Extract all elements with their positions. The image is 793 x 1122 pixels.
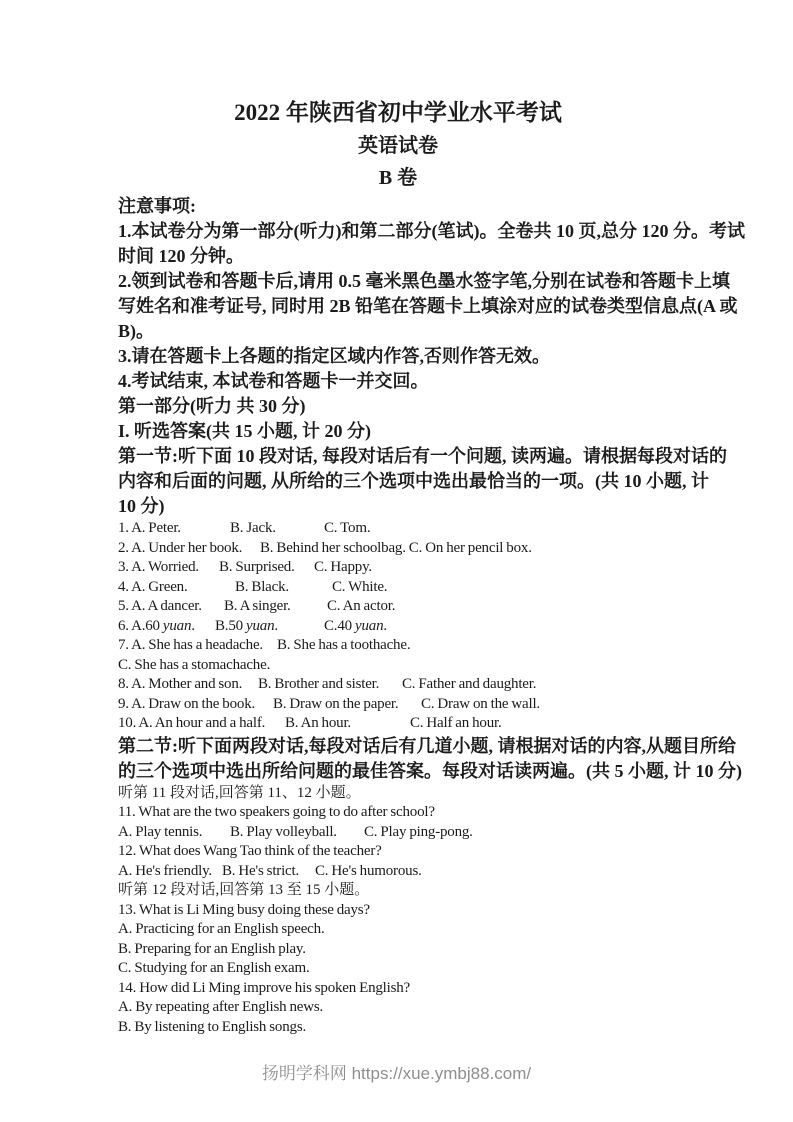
q3-options-part: B. Surprised. bbox=[219, 559, 295, 575]
part1-heading: 第一部分(听力 共 30 分) bbox=[118, 396, 306, 416]
q9-options-part: 9. A. Draw on the book. bbox=[118, 695, 256, 712]
q9-options bbox=[118, 695, 678, 715]
q1-options-part: C. Tom. bbox=[324, 520, 371, 536]
q1-options-part: B. Jack. bbox=[230, 520, 276, 536]
dialog12-prompt: 听第 12 段对话,回答第 13 至 15 小题。 bbox=[118, 882, 370, 898]
q13-text: 13. What is Li Ming busy doing these days? bbox=[118, 901, 370, 918]
section2-intro-line-1: 第二节:听下面两段对话,每段对话后有几道小题, 请根据对话的内容,从题目所给 bbox=[118, 735, 736, 756]
q11-options-part: B. Play volleyball. bbox=[230, 823, 337, 840]
section1-intro-line-2: 内容和后面的问题, 从所给的三个选项中选出最恰当的一项。(共 10 小题, 计 bbox=[118, 471, 709, 491]
q2-options bbox=[118, 539, 678, 559]
q13-option-b: B. Preparing for an English play. bbox=[118, 940, 306, 957]
notice-item-1-line-2: 时间 120 分钟。 bbox=[118, 246, 244, 266]
exam-title: 2022 年陕西省初中学业水平考试 bbox=[234, 100, 562, 125]
q13-option-c: C. Studying for an English exam. bbox=[118, 960, 310, 976]
q4-options-part: 4. A. Green. bbox=[118, 578, 188, 595]
q6-options-part: C.40 yuan. bbox=[324, 617, 387, 634]
q7-options-ab-part: B. She has a toothache. bbox=[277, 637, 411, 653]
q5-options bbox=[118, 597, 678, 617]
notice-item-4: 4.考试结束, 本试卷和答题卡一并交回。 bbox=[118, 371, 429, 391]
paper-version: B 卷 bbox=[378, 167, 418, 189]
q5-options-part: B. A singer. bbox=[224, 598, 291, 614]
section-i-heading: I. 听选答案(共 15 小题, 计 20 分) bbox=[118, 421, 371, 441]
q11-text: 11. What are the two speakers going to do after school? bbox=[118, 804, 435, 820]
dialog11-prompt: 听第 11 段对话,回答第 11、12 小题。 bbox=[118, 784, 361, 801]
q7-options-ab bbox=[118, 636, 678, 656]
notice-item-3: 3.请在答题卡上各题的指定区域内作答,否则作答无效。 bbox=[118, 346, 550, 366]
q10-options bbox=[118, 714, 678, 734]
q5-options-part: C. An actor. bbox=[327, 598, 396, 614]
q14-option-a: A. By repeating after English news. bbox=[118, 999, 324, 1015]
document-body bbox=[118, 194, 745, 1037]
q6-options-part: 6. A.60 yuan. bbox=[118, 617, 195, 634]
watermark-footer: 扬明学科网 https://xue.ymbj88.com/ bbox=[261, 1064, 532, 1083]
q4-options-part: B. Black. bbox=[235, 578, 289, 595]
q14-text: 14. How did Li Ming improve his spoken English? bbox=[118, 979, 410, 996]
q9-options-part: B. Draw on the paper. bbox=[273, 695, 399, 712]
notice-item-2-line-2: 写姓名和准考证号, 同时用 2B 铅笔在答题卡上填涂对应的试卷类型信息点(A 或 bbox=[118, 296, 738, 316]
q4-options-part: C. White. bbox=[332, 578, 388, 595]
notice-item-2-line-3: B)。 bbox=[118, 321, 154, 341]
q13-option-a: A. Practicing for an English speech. bbox=[118, 921, 325, 937]
notice-item-2-line-1: 2.领到试卷和答题卡后,请用 0.5 毫米黑色墨水签字笔,分别在试卷和答题卡上填 bbox=[118, 271, 730, 291]
q5-options-part: 5. A. A dancer. bbox=[118, 598, 202, 614]
exam-content bbox=[118, 96, 745, 1037]
notice-heading: 注意事项: bbox=[118, 196, 196, 216]
q10-options-part: C. Half an hour. bbox=[410, 715, 502, 731]
q3-options bbox=[118, 558, 678, 578]
q11-options bbox=[118, 823, 678, 843]
q11-options-part: C. Play ping-pong. bbox=[364, 823, 473, 840]
q6-options-part: B.50 yuan. bbox=[215, 617, 278, 634]
q1-options bbox=[118, 519, 678, 539]
q14-option-b: B. By listening to English songs. bbox=[118, 1018, 307, 1035]
section1-intro-line-3: 10 分) bbox=[118, 496, 165, 516]
notice-item-1-line-1: 1.本试卷分为第一部分(听力)和第二部分(笔试)。全卷共 10 页,总分 120 分。考试 bbox=[118, 221, 745, 241]
q3-options-part: 3. A. Worried. bbox=[118, 559, 199, 575]
q2-options-part: B. Behind her schoolbag. C. On her pencil box. bbox=[260, 539, 532, 556]
q6-options bbox=[118, 617, 678, 637]
section1-intro-line-1: 第一节:听下面 10 段对话, 每段对话后有一个问题, 读两遍。请根据每段对话的 bbox=[118, 446, 727, 466]
exam-subtitle: 英语试卷 bbox=[358, 135, 438, 157]
q11-options-part: A. Play tennis. bbox=[118, 823, 203, 840]
q12-options-part: B. He's strict. bbox=[222, 862, 300, 879]
q10-options-part: B. An hour. bbox=[285, 715, 351, 731]
q12-options-part: A. He's friendly. bbox=[118, 862, 212, 879]
q4-options bbox=[118, 578, 678, 598]
q2-options-part: 2. A. Under her book. bbox=[118, 539, 243, 556]
q1-options-part: 1. A. Peter. bbox=[118, 520, 181, 536]
q10-options-part: 10. A. An hour and a half. bbox=[118, 715, 266, 731]
q3-options-part: C. Happy. bbox=[314, 559, 372, 575]
q8-options-part: C. Father and daughter. bbox=[402, 676, 537, 692]
q12-options-part: C. He's humorous. bbox=[315, 862, 422, 879]
q7-option-c: C. She has a stomachache. bbox=[118, 656, 271, 673]
q12-options bbox=[118, 862, 678, 882]
q7-options-ab-part: 7. A. She has a headache. bbox=[118, 637, 263, 653]
q8-options-part: B. Brother and sister. bbox=[258, 676, 380, 692]
section2-intro-line-2: 的三个选项中选出所给问题的最佳答案。每段对话读两遍。(共 5 小题, 计 10 分) bbox=[118, 760, 742, 781]
q9-options-part: C. Draw on the wall. bbox=[421, 695, 540, 712]
q8-options-part: 8. A. Mother and son. bbox=[118, 676, 243, 692]
q12-text: 12. What does Wang Tao think of the teacher? bbox=[118, 843, 382, 859]
q8-options bbox=[118, 675, 678, 695]
